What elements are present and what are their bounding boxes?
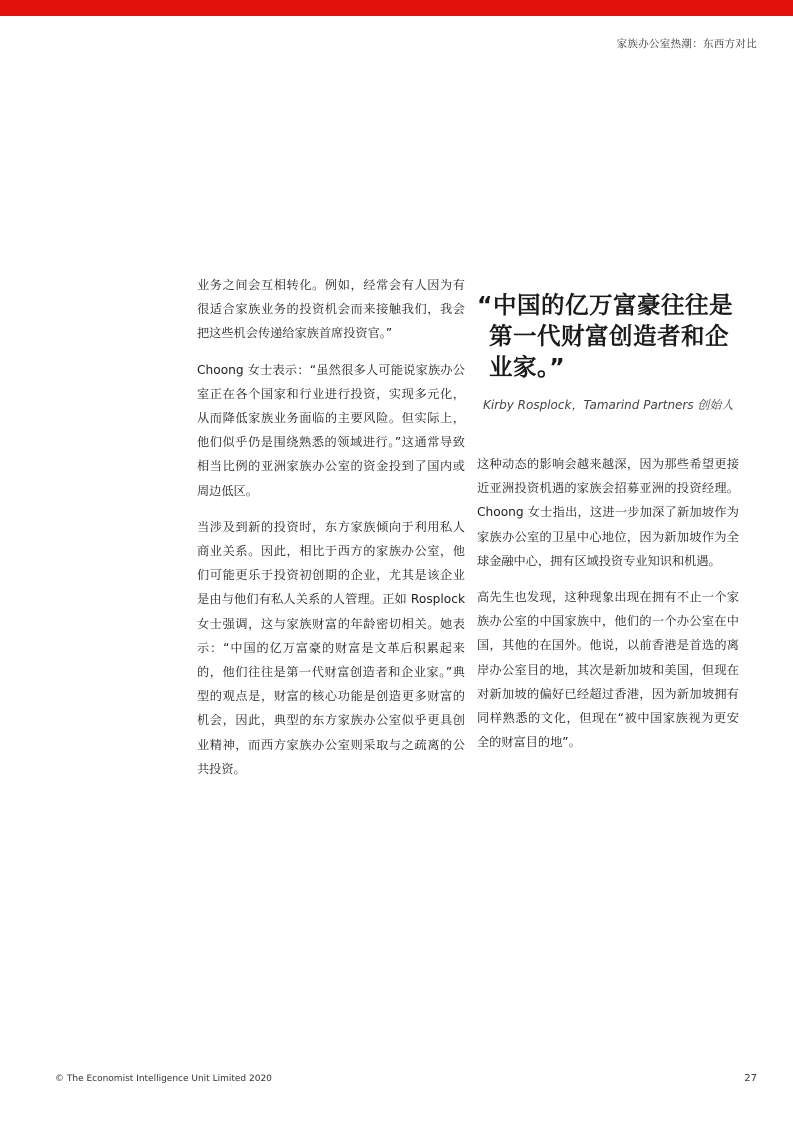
pull-quote-text: “中国的亿万富豪往往是第一代财富创造者和企业家。” [477, 291, 733, 381]
body-paragraph: 高先生也发现，这种现象出现在拥有不止一个家族办公室的中国家族中，他们的一个办公室在中国，其他的在国外。他说，以前香港是首选的离岸办公室目的地，其次是新加坡和美国，但现在对新加坡的偏好已经超过香港，因为新加坡拥有同样熟悉的文化，但现在“被中国家族视为更安全的财富目的地”。 [477, 590, 739, 750]
right-column [477, 452, 739, 766]
brand-color-bar [0, 0, 793, 16]
body-paragraph: 当涉及到新的投资时，东方家族倾向于利用私人商业关系。因此，相比于西方的家族办公室，他们可能更乐于投资初创期的企业，尤其是该企业是由与他们有私人关系的人管理。正如 Rosplock 女士强调，这与家族财富的年龄密切相关。她表示：“中国的亿万富豪的财富是文革后积累起来的，他们往往是第一代财富创造者和企业家。”典型的观点是，财富的核心功能是创造更多财富的机会，因此，典型的东方家族办公室似乎更具创业精神，而西方家族办公室则采取与之疏离的公共投资。 [197, 519, 465, 776]
running-header: 家族办公室热潮：东西方对比 [616, 38, 757, 50]
page-number: 27 [744, 1073, 757, 1084]
left-column [197, 273, 465, 793]
body-paragraph: 这种动态的影响会越来越深，因为那些希望更接近亚洲投资机遇的家族会招募亚洲的投资经理。Choong 女士指出，这进一步加深了新加坡作为家族办公室的卫星中心地位，因为新加坡作为全球金融中心，拥有区域投资专业知识和机遇。 [477, 457, 739, 568]
pull-quote-attribution: Kirby Rosplock，Tamarind Partners 创始人 [483, 398, 734, 412]
footer-copyright: © The Economist Intelligence Unit Limited 2020 [55, 1074, 272, 1084]
body-paragraph: Choong 女士表示：“虽然很多人可能说家族办公室正在各个国家和行业进行投资，实现多元化，从而降低家族业务面临的主要风险。但实际上，他们似乎仍是围绕熟悉的领域进行。”这通常导致相当比例的亚洲家族办公室的资金投到了国内或周边低区。 [197, 362, 465, 498]
body-paragraph: 业务之间会互相转化。例如，经常会有人因为有很适合家族业务的投资机会而来接触我们，我会把这些机会传递给家族首席投资官。” [197, 278, 465, 341]
pull-quote [477, 290, 747, 413]
